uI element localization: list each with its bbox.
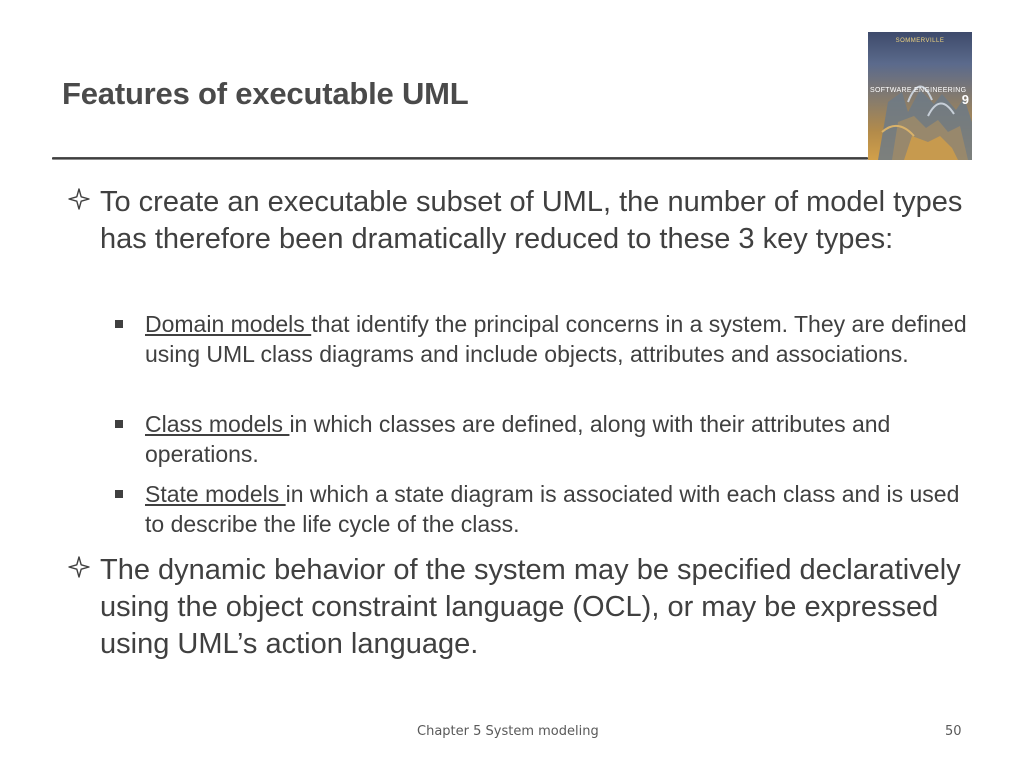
slide-title: Features of executable UML: [62, 76, 469, 111]
term-domain-models: Domain models: [145, 311, 312, 337]
square-bullet-icon: [115, 320, 123, 328]
sub-bullet-text: in which a state diagram is associated with each class and is used to describe the life cycle of the class.: [145, 481, 960, 537]
slide-number: 50: [945, 724, 962, 739]
cover-author: SOMMERVILLE: [895, 38, 945, 44]
bullet-text: The dynamic behavior of the system may be specified declaratively using the object constraint language (OCL), or may be expressed using UML’s action language.: [100, 554, 961, 660]
sub-bullet-item: [145, 309, 975, 369]
cover-edition: 9: [961, 92, 969, 107]
footer-chapter: Chapter 5 System modeling: [417, 724, 599, 739]
bullet-item: [100, 184, 970, 258]
four-point-star-outline-icon: [67, 187, 91, 211]
cover-title: SOFTWARE ENGINEERING: [870, 87, 967, 94]
term-state-models: State models: [145, 481, 286, 507]
sub-bullet-item: [145, 409, 975, 469]
square-bullet-icon: [115, 490, 123, 498]
term-class-models: Class models: [145, 411, 290, 437]
bullet-text: To create an executable subset of UML, the number of model types has therefore been dramatically reduced to these 3 key types:: [100, 186, 963, 255]
bullet-item: [100, 552, 970, 663]
sub-bullet-text: in which classes are defined, along with their attributes and operations.: [145, 411, 891, 467]
sub-bullet-item: [145, 479, 975, 539]
square-bullet-icon: [115, 420, 123, 428]
four-point-star-outline-icon: [67, 555, 91, 579]
sub-bullet-text: that identify the principal concerns in a system. They are defined using UML class diagrams and include objects, attributes and associations.: [145, 311, 967, 367]
